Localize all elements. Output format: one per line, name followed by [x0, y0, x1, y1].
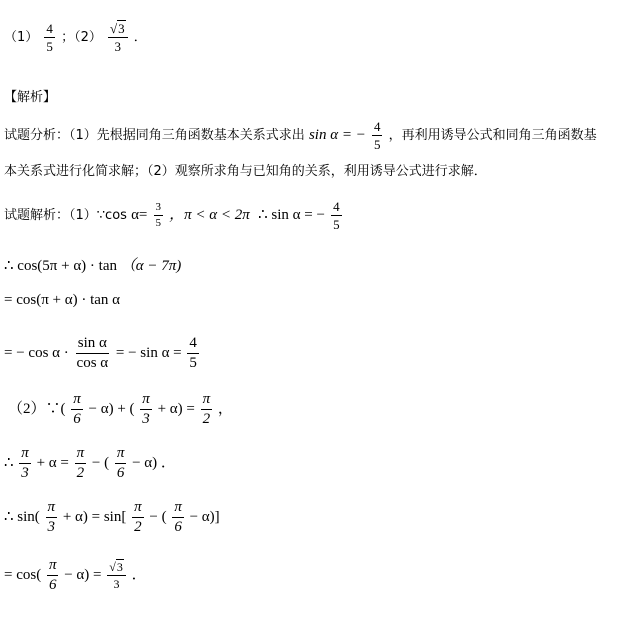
part2-line-1	[8, 392, 233, 427]
analysis-line-1	[4, 120, 597, 151]
v-end: ．	[131, 566, 147, 583]
step-2: = cos(π + α) · tan α	[4, 292, 121, 308]
u-frac-2-den: 2	[134, 519, 142, 535]
analysis-label: 试题分析：	[4, 128, 70, 143]
solution-cos-fraction	[154, 202, 164, 229]
v-frac-1	[47, 558, 59, 593]
v-frac-1-den: 6	[48, 577, 57, 593]
part2-a: （2）∵(	[8, 400, 66, 417]
t-d: − α) ．	[132, 454, 176, 471]
u-a: ∴ sin(	[4, 508, 40, 525]
v-result-fraction	[107, 561, 126, 590]
t-frac-1	[19, 446, 31, 481]
step-3	[4, 336, 201, 371]
v-sqrt-radicand: 3	[116, 560, 123, 574]
t-frac-2-den: 2	[76, 465, 85, 481]
step-3-result-fraction	[187, 336, 199, 371]
u-frac-2-num: π	[132, 500, 144, 518]
solution-sin-num: 4	[333, 199, 340, 214]
analysis-fraction-den: 5	[373, 137, 381, 152]
solution-alpha-eq: α=	[131, 207, 148, 223]
part2-frac-1-den: 6	[73, 411, 81, 427]
analysis-line-2: 本关系式进行化简求解；（2）观察所求角与已知角的关系，利用诱导公式进行求解．	[4, 164, 487, 179]
answer2-fraction	[108, 22, 128, 53]
v-result-den: 3	[113, 577, 120, 591]
v-a: = cos(	[4, 566, 42, 583]
t-frac-3-den: 6	[116, 465, 125, 481]
t-frac-2	[75, 446, 87, 481]
u-frac-3-den: 6	[174, 519, 182, 535]
step-3-a: = − cos α ·	[4, 344, 69, 361]
step-3-den: cos α	[76, 355, 109, 371]
analysis-text-2: ，再利用诱导公式和同角三角函数基	[388, 128, 597, 143]
u-d: − α)]	[189, 508, 220, 525]
solution-sin-fraction	[331, 200, 342, 231]
step-3-num: sin α	[76, 336, 109, 354]
t-frac-1-num: π	[19, 446, 31, 464]
part2-frac-3-den: 2	[202, 411, 211, 427]
u-b: + α) = sin[	[62, 508, 127, 525]
part2-line-3	[4, 500, 220, 535]
u-frac-1-num: π	[46, 500, 58, 518]
t-frac-3	[115, 446, 127, 481]
solution-therefore: ∴ sin α = −	[258, 207, 325, 223]
part2-line-2	[4, 446, 176, 481]
analysis-fraction	[372, 120, 383, 151]
t-a: ∴	[4, 454, 14, 471]
solution-sin-den: 5	[333, 217, 340, 232]
step-3-fraction	[75, 336, 111, 371]
step-3-result-num: 4	[187, 336, 199, 354]
part2-b: − α) + (	[88, 400, 135, 417]
u-frac-1-den: 3	[47, 519, 56, 535]
step-1-a: ∴ cos(5π + α) · tan	[4, 258, 117, 274]
part2-frac-1-num: π	[71, 392, 83, 410]
part2-frac-2-den: 3	[142, 411, 150, 427]
u-frac-3	[172, 500, 184, 535]
answer1-fraction	[44, 22, 55, 53]
step-1-b: （α − 7π)	[120, 258, 182, 274]
sqrt-sign: √	[109, 21, 118, 36]
answer1-denominator: 5	[46, 39, 53, 54]
answer-separator: ；（2）	[61, 30, 102, 45]
part2-frac-3	[201, 392, 213, 427]
analysis-sin-expr: sin α = −	[308, 127, 366, 143]
t-frac-1-den: 3	[21, 465, 29, 481]
answer-part1-label: （1）	[4, 30, 39, 45]
step-1	[4, 254, 181, 275]
answer1-numerator: 4	[46, 21, 53, 36]
solution-cos-den: 5	[155, 217, 162, 229]
part2-c: + α) =	[157, 400, 195, 417]
u-c: − (	[149, 508, 167, 525]
analysis-text-1: （1）先根据同角三角函数基本关系式求出	[69, 128, 305, 143]
t-frac-2-num: π	[75, 446, 87, 464]
section-title: 【解析】	[4, 90, 57, 105]
answer-end: ．	[133, 30, 147, 45]
solution-cos-num: 3	[154, 202, 164, 216]
v-frac-1-num: π	[47, 558, 59, 576]
answer2-numerator	[108, 22, 128, 38]
part2-frac-2-num: π	[140, 392, 152, 410]
t-b: + α =	[36, 454, 69, 471]
t-c: − (	[91, 454, 110, 471]
solution-label: 试题解析：（1）∵cos	[4, 208, 127, 223]
u-frac-3-num: π	[172, 500, 184, 518]
u-frac-1	[46, 500, 58, 535]
sqrt-radicand: 3	[118, 21, 125, 36]
step-3-result-den: 5	[189, 355, 197, 371]
solution-range: ，π < α < 2π	[169, 207, 250, 223]
part2-d: ，	[217, 400, 233, 417]
v-sqrt-sign: √	[109, 560, 116, 574]
part2-frac-2	[140, 392, 152, 427]
u-frac-2	[132, 500, 144, 535]
v-b: − α) =	[64, 566, 102, 583]
v-result-num	[107, 561, 126, 576]
solution-line-1	[4, 200, 344, 231]
part2-frac-3-num: π	[201, 392, 213, 410]
answer-line	[4, 22, 147, 53]
answer2-denominator: 3	[114, 39, 122, 54]
t-frac-3-num: π	[115, 446, 127, 464]
part2-line-4	[4, 558, 147, 593]
analysis-fraction-num: 4	[373, 119, 381, 134]
part2-frac-1	[71, 392, 83, 427]
step-3-b: = − sin α =	[115, 344, 182, 361]
